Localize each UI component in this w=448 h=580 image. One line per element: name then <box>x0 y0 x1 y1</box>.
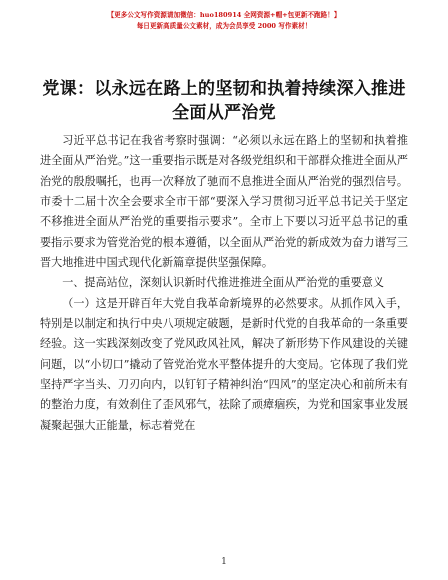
promo-line-2: 每日更新高质量公文素材，成为会员享受 2000 写作素材！ <box>136 22 312 30</box>
document-body <box>40 131 408 436</box>
promo-banner <box>0 10 448 32</box>
promo-line-1: 【更多公文写作资源请加微信：huo180914 全网资源+帽+包更新不跑路！】 <box>107 11 341 19</box>
document-title: 党课：以永远在路上的坚韧和执着持续深入推进全面从严治党 <box>42 79 406 123</box>
page-number: 1 <box>221 557 227 567</box>
paragraph-section-1-1: （一）这是开辟百年大党自我革命新境界的必然要求。从抓作风入手，特别是以制定和执行中央八项规定破题，是新时代党的自我革命的一条重要经验。这一实践深刻改变了党风政风社风，解决了新形势下作风建设的关键问题，以“小切口”撬动了管党治党水平整体提升的大变局。它体现了我们党坚持严字当头、刀刃向内，以钉钉子精神纠治“四风”的坚定决心和前所未有的整治力度，有效刹住了歪风邪气，祛除了顽瘴痼疾，为党和国家事业发展凝聚起强大正能量，标志着党在 <box>40 296 408 432</box>
paragraph-intro: 习近平总书记在我省考察时强调：“必须以永远在路上的坚韧和执着推进全面从严治党。”这一重要指示既是对各级党组织和干部群众推进全面从严治党的殷殷嘱托，也再一次释放了驰而不息推进全面从严治党的强烈信号。市委十二届十次全会要求全市干部“要深入学习贯彻习近平总书记关于坚定不移推进全面从严治党的重要指示要求”。全市上下要以习近平总书记的重要指示要求为管党治党的根本遵循，以全面从严治党的新成效为奋力谱写三晋大地推进中国式现代化新篇章提供坚强保障。 <box>40 134 408 270</box>
section-heading: 一、提高站位，深刻认识新时代推进推进全面从严治党的重要意义 <box>62 276 384 290</box>
